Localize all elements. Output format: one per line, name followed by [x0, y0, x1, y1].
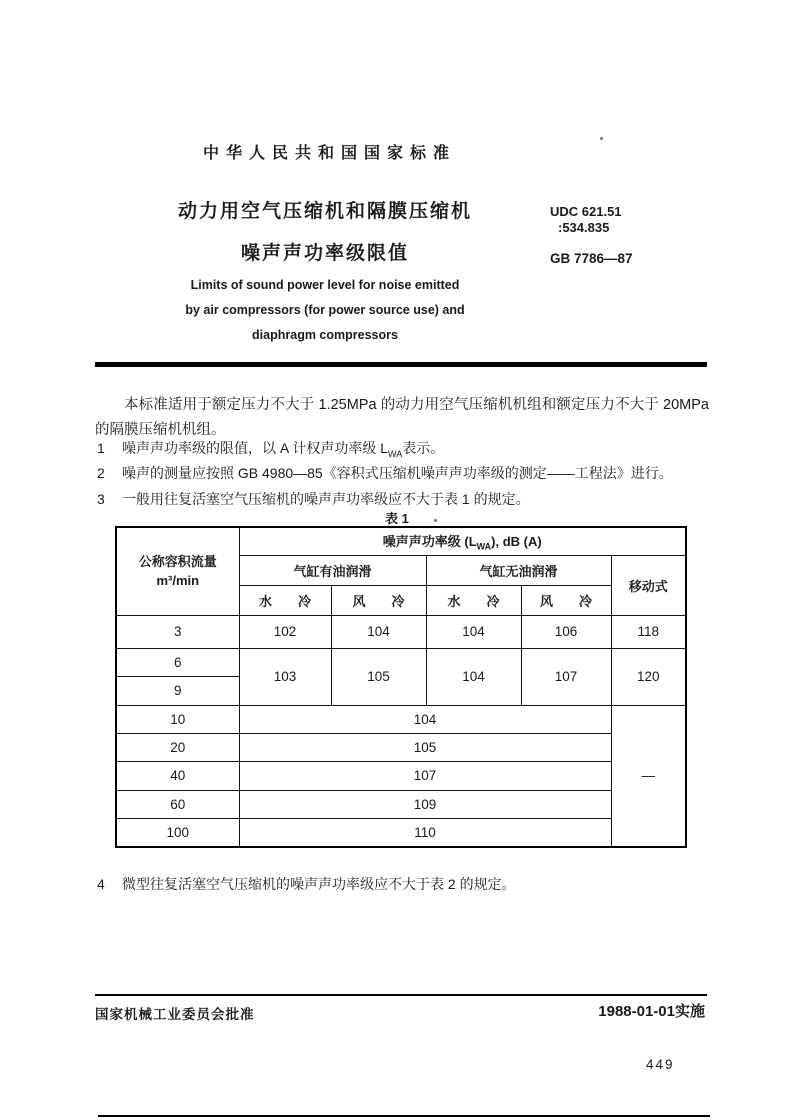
cell-r69-dry-air: 107 [521, 648, 611, 705]
cell-r3-mobile: 118 [611, 615, 686, 648]
udc-number-line2: :534.835 [558, 220, 610, 235]
scope-paragraph: 本标准适用于额定压力不大于 1.25MPa 的动力用空气压缩机机组和额定压力不大于 20MPa 的隔膜压缩机机组。 [95, 397, 709, 438]
clause-4 [97, 874, 709, 894]
clause-1 [97, 438, 709, 464]
document-title [108, 196, 542, 265]
cell-r20-value: 105 [239, 733, 611, 761]
clause-1-text: 噪声声功率级的限值，以 A 计权声功率级 L [122, 440, 389, 456]
cell-flow-6: 6 [116, 648, 239, 676]
cell-flow-9: 9 [116, 676, 239, 705]
cell-r3-oil-water: 102 [239, 615, 331, 648]
header-cell-water-cooled-1: 水 冷 [239, 585, 331, 615]
cell-r3-dry-air: 106 [521, 615, 611, 648]
clause-1-number: 1 [97, 440, 105, 456]
header-flow-label: 公称容积流量 [138, 554, 217, 570]
cell-r69-oil-water: 103 [239, 648, 331, 705]
standard-number: GB 7786—87 [550, 251, 633, 266]
table-1-caption: 表 1 [385, 511, 409, 526]
implementation-date: 1988-01-01实施 [598, 1003, 705, 1020]
header-noise-pre: 噪声声功率级 (L [382, 533, 477, 549]
table-row [116, 733, 686, 761]
udc-block [550, 204, 633, 267]
header-flow-unit: m³/min [156, 573, 200, 589]
header-cell-oil-free: 气缸无油润滑 [426, 555, 611, 585]
cell-mobile-dash: — [611, 705, 686, 847]
cell-flow-40: 40 [116, 761, 239, 790]
clause-3-number: 3 [97, 491, 105, 507]
title-line-2: 噪声声功率级限值 [240, 243, 409, 264]
header-cell-water-cooled-2: 水 冷 [426, 585, 521, 615]
table-1 [115, 526, 687, 848]
header-cell-oil-lubricated: 气缸有油润滑 [239, 555, 426, 585]
clause-1-text-end: 表示。 [402, 440, 445, 456]
cell-flow-3: 3 [116, 615, 239, 648]
clause-2-text: 噪声的测量应按照 GB 4980—85《容积式压缩机噪声声功率级的测定——工程法》进行。 [122, 465, 673, 481]
header-rule [95, 362, 707, 367]
english-title-line-2: by air compressors (for power source use) and [185, 303, 465, 317]
header-noise-post: ), dB (A) [491, 533, 542, 549]
clause-3 [97, 489, 709, 509]
cell-r3-oil-air: 104 [331, 615, 426, 648]
cell-r69-mobile: 120 [611, 648, 686, 705]
header-cell-noise-level [239, 527, 686, 555]
clause-1-subscript: WA [388, 448, 403, 459]
cell-r100-value: 110 [239, 818, 611, 847]
cell-flow-20: 20 [116, 733, 239, 761]
page-number: 449 [646, 1057, 675, 1072]
cell-r10-value: 104 [239, 705, 611, 733]
cell-flow-10: 10 [116, 705, 239, 733]
footer-rule [95, 994, 707, 996]
header-cell-flow [116, 527, 239, 615]
header-cell-air-cooled-2: 风 冷 [521, 585, 611, 615]
clause-4-text: 微型往复活塞空气压缩机的噪声声功率级应不大于表 2 的规定。 [122, 876, 516, 892]
table-row [116, 615, 686, 648]
approval-authority: 国家机械工业委员会批准 [95, 1007, 255, 1022]
cell-r69-oil-air: 105 [331, 648, 426, 705]
clause-2 [97, 463, 709, 483]
header-noise-subscript: WA [476, 541, 492, 552]
cell-r3-dry-water: 104 [426, 615, 521, 648]
scan-edge-line [98, 1115, 710, 1117]
cell-flow-60: 60 [116, 790, 239, 818]
cell-r60-value: 109 [239, 790, 611, 818]
header-cell-mobile: 移动式 [611, 555, 686, 615]
header-cell-air-cooled-1: 风 冷 [331, 585, 426, 615]
table-row [116, 648, 686, 676]
table-row [116, 790, 686, 818]
cell-r40-value: 107 [239, 761, 611, 790]
cell-flow-100: 100 [116, 818, 239, 847]
english-title-line-1: Limits of sound power level for noise emitted [190, 278, 460, 292]
scan-speck [434, 519, 437, 522]
clause-4-number: 4 [97, 876, 105, 892]
title-line-1: 动力用空气压缩机和隔膜压缩机 [177, 201, 472, 222]
cell-r69-dry-water: 104 [426, 648, 521, 705]
english-title-line-3: diaphragm compressors [252, 328, 398, 342]
table-row [116, 818, 686, 847]
national-standard-heading: 中华人民共和国国家标准 [203, 145, 457, 162]
scan-speck [600, 137, 603, 140]
table-row [116, 761, 686, 790]
english-title [108, 273, 542, 348]
udc-number-line1: UDC 621.51 [550, 204, 622, 219]
clause-3-text: 一般用往复活塞空气压缩机的噪声声功率级应不大于表 1 的规定。 [122, 491, 530, 507]
clause-2-number: 2 [97, 465, 105, 481]
table-row [116, 705, 686, 733]
